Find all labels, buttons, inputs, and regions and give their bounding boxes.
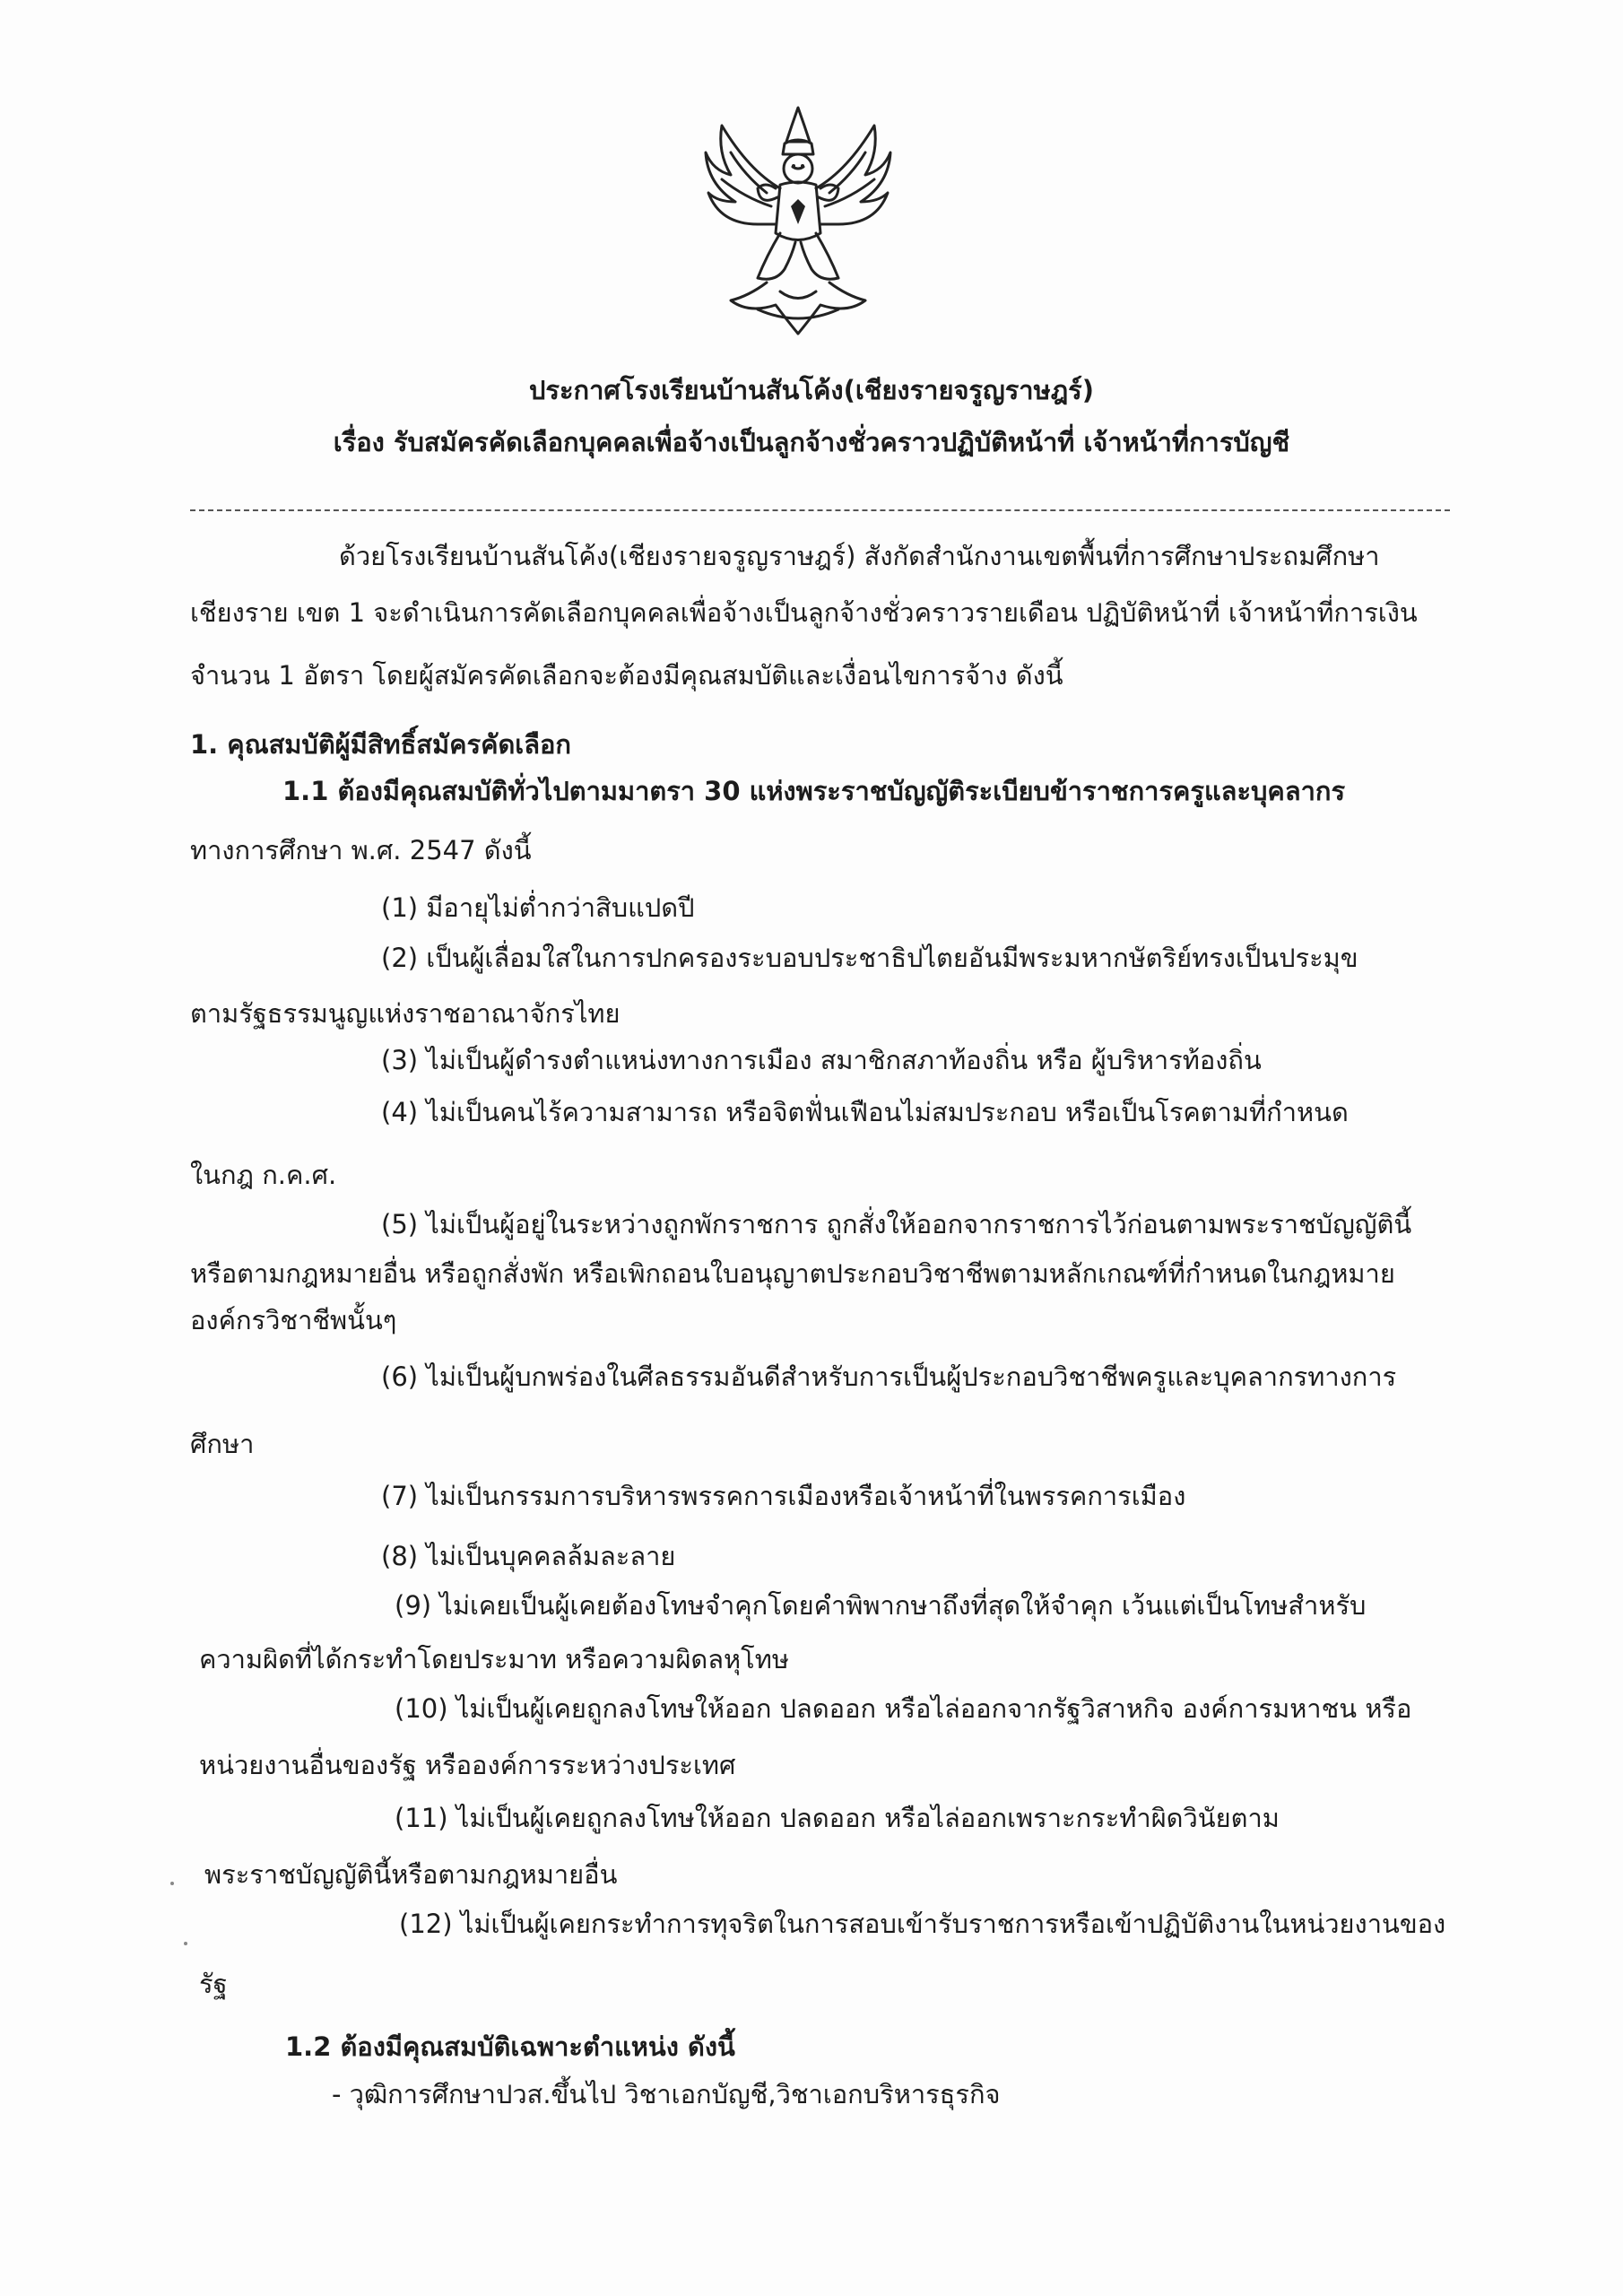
list-item: (8) ไม่เป็นบุคคลล้มละลาย	[381, 1541, 676, 1571]
list-item: (9) ไม่เคยเป็นผู้เคยต้องโทษจำคุกโดยคำพิพากษาถึงที่สุดให้จำคุก เว้นแต่เป็นโทษสำหรับ	[395, 1590, 1367, 1621]
list-item: ศึกษา	[190, 1429, 255, 1459]
header-divider	[190, 509, 1450, 511]
garuda-emblem-icon	[695, 99, 901, 341]
section-1-1-continued: ทางการศึกษา พ.ศ. 2547 ดังนี้	[190, 835, 532, 865]
section-1-1-heading: 1.1 ต้องมีคุณสมบัติทั่วไปตามมาตรา 30 แห่งพระราชบัญญัติระเบียบข้าราชการครูและบุคลากร	[282, 776, 1346, 806]
intro-line-3: จำนวน 1 อัตรา โดยผู้สมัครคัดเลือกจะต้องมีคุณสมบัติและเงื่อนไขการจ้าง ดังนี้	[190, 660, 1063, 691]
section-1-heading: 1. คุณสมบัติผู้มีสิทธิ์สมัครคัดเลือก	[190, 729, 571, 760]
list-item: ตามรัฐธรรมนูญแห่งราชอาณาจักรไทย	[190, 998, 621, 1029]
list-item: องค์กรวิชาชีพนั้นๆ	[190, 1305, 397, 1335]
list-item: (11) ไม่เป็นผู้เคยถูกลงโทษให้ออก ปลดออก หรือไล่ออกเพราะกระทำผิดวินัยตาม	[395, 1803, 1280, 1833]
announcement-subject: เรื่อง รับสมัครคัดเลือกบุคคลเพื่อจ้างเป็นลูกจ้างชั่วคราวปฏิบัติหน้าที่ เจ้าหน้าที่การบัญชี	[333, 427, 1290, 457]
list-item: ความผิดที่ได้กระทำโดยประมาท หรือความผิดลหุโทษ	[199, 1644, 789, 1674]
list-item: (1) มีอายุไม่ต่ำกว่าสิบแปดปี	[381, 892, 695, 923]
list-item: (6) ไม่เป็นผู้บกพร่องในศีลธรรมอันดีสำหรับการเป็นผู้ประกอบวิชาชีพครูและบุคลากรทางการ	[381, 1361, 1397, 1392]
list-item: หน่วยงานอื่นของรัฐ หรือองค์การระหว่างประเทศ	[199, 1750, 736, 1780]
list-item: (7) ไม่เป็นกรรมการบริหารพรรคการเมืองหรือเจ้าหน้าที่ในพรรคการเมือง	[381, 1481, 1186, 1511]
section-1-2-heading: 1.2 ต้องมีคุณสมบัติเฉพาะตำแหน่ง ดังนี้	[285, 2031, 735, 2062]
intro-line-2: เชียงราย เขต 1 จะดำเนินการคัดเลือกบุคคลเพื่อจ้างเป็นลูกจ้างชั่วคราวรายเดือน ปฏิบัติหน้าที่ เจ้าหน้าที่การเงิน	[190, 597, 1418, 628]
intro-line-1: ด้วยโรงเรียนบ้านสันโค้ง(เชียงรายจรูญราษฎร์) สังกัดสำนักงานเขตพื้นที่การศึกษาประถมศึกษา	[339, 541, 1380, 571]
list-item: (5) ไม่เป็นผู้อยู่ในระหว่างถูกพักราชการ ถูกสั่งให้ออกจากราชการไว้ก่อนตามพระราชบัญญัตินี้	[381, 1209, 1412, 1239]
list-item: ในกฎ ก.ค.ศ.	[190, 1160, 337, 1190]
announcement-title: ประกาศโรงเรียนบ้านสันโค้ง(เชียงรายจรูญราษฎร์)	[528, 375, 1094, 405]
scan-speck	[184, 1942, 187, 1945]
list-item: (3) ไม่เป็นผู้ดำรงตำแหน่งทางการเมือง สมาชิกสภาท้องถิ่น หรือ ผู้บริหารท้องถิ่น	[381, 1045, 1262, 1075]
list-item: หรือตามกฎหมายอื่น หรือถูกสั่งพัก หรือเพิกถอนใบอนุญาตประกอบวิชาชีพตามหลักเกณฑ์ที่กำหนดในกฎหมาย	[190, 1258, 1395, 1289]
scan-speck	[170, 1882, 174, 1885]
list-item: (2) เป็นผู้เลื่อมใสในการปกครองระบอบประชาธิปไตยอันมีพระมหากษัตริย์ทรงเป็นประมุข	[381, 943, 1358, 973]
list-item: (4) ไม่เป็นคนไร้ความสามารถ หรือจิตฟั่นเฟือนไม่สมประกอบ หรือเป็นโรคตามที่กำหนด	[381, 1097, 1349, 1127]
list-item: (10) ไม่เป็นผู้เคยถูกลงโทษให้ออก ปลดออก หรือไล่ออกจากรัฐวิสาหกิจ องค์การมหาชน หรือ	[395, 1693, 1412, 1724]
list-item: (12) ไม่เป็นผู้เคยกระทำการทุจริตในการสอบเข้ารับราชการหรือเข้าปฏิบัติงานในหน่วยงานของ	[399, 1909, 1446, 1939]
list-item: - วุฒิการศึกษาปวส.ขึ้นไป วิชาเอกบัญชี,วิชาเอกบริหารธุรกิจ	[332, 2079, 1001, 2109]
list-item: พระราชบัญญัตินี้หรือตามกฎหมายอื่น	[204, 1859, 618, 1890]
list-item: รัฐ	[199, 1969, 228, 1999]
